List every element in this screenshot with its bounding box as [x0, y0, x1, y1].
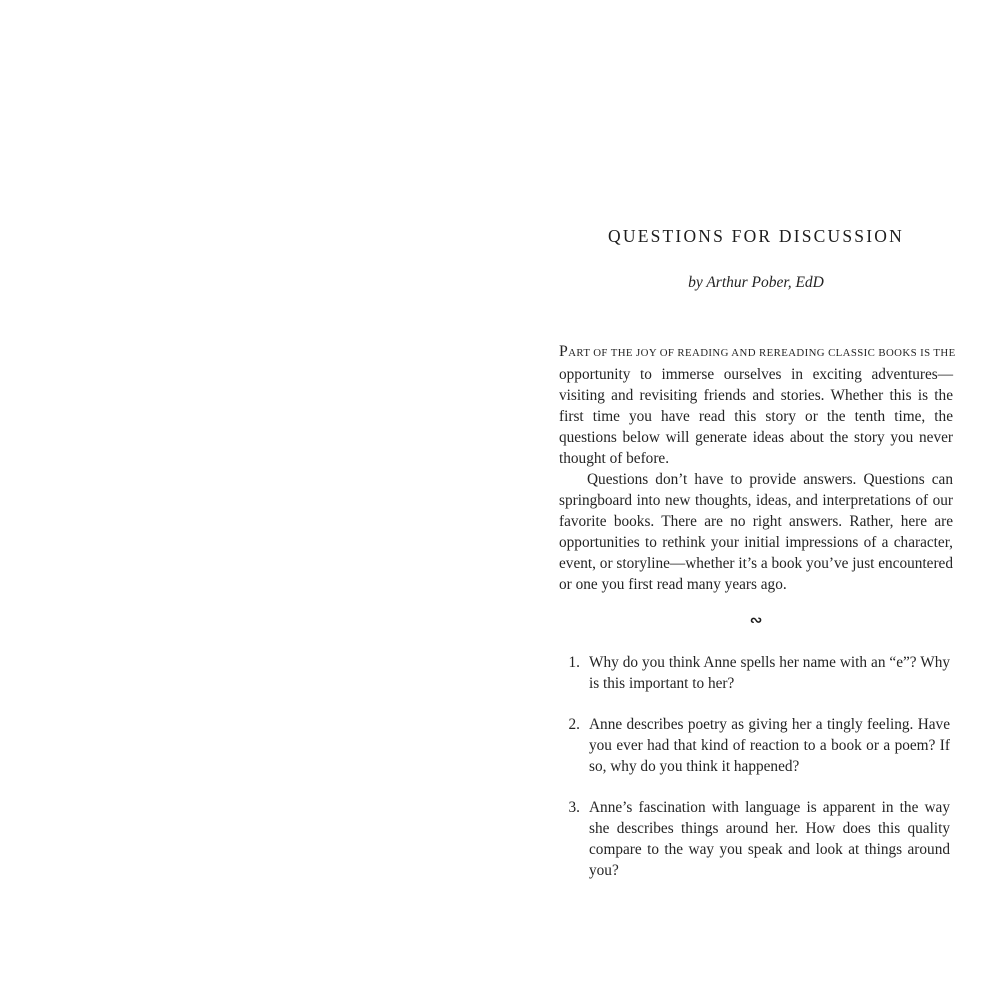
question-number: 1.: [568, 654, 580, 671]
paragraph-one: opportunity to immerse ourselves in exciting adventures—visiting and revisiting friends and stories. Whether this is the first time you have read this story or the tenth time, the questions below will generate ideas about the story you never thought of before.: [559, 366, 953, 467]
list-item: [565, 714, 950, 777]
text-block: [559, 224, 956, 901]
paragraph-lead-small-caps: [559, 341, 956, 364]
lead-initial-capital: P: [559, 343, 569, 360]
page-title: QUESTIONS FOR DISCUSSION: [608, 226, 904, 246]
fleuron-ornament-icon: ∾: [749, 611, 763, 629]
question-text: Anne describes poetry as giving her a tingly feeling. Have you ever had that kind of reaction to a book or a poem? If so, why do you think it happened?: [589, 716, 950, 775]
discussion-question-list: [559, 652, 953, 881]
question-text: Why do you think Anne spells her name with an “e”? Why is this important to her?: [589, 654, 950, 692]
section-divider: [559, 610, 953, 631]
lead-small-caps-text: ART OF THE JOY OF READING AND REREADING CLASSIC BOOKS IS THE: [568, 347, 956, 359]
question-text: Anne’s fascination with language is apparent in the way she describes things around her. How does this quality compare to the way you speak and look at things around you?: [589, 799, 950, 879]
question-number: 3.: [568, 799, 580, 816]
paragraph-two: Questions don’t have to provide answers. Questions can springboard into new thoughts, ideas, and interpretations of our favorite books. There are no right answers. Rather, here are opportunities to rethink your initial impressions of a character, event, or storyline—whether it’s a book you’ve just encountered or one you first read many years ago.: [559, 471, 953, 593]
question-number: 2.: [568, 716, 580, 733]
byline: by Arthur Pober, EdD: [688, 274, 824, 291]
list-item: [565, 797, 950, 881]
list-item: [565, 652, 950, 694]
